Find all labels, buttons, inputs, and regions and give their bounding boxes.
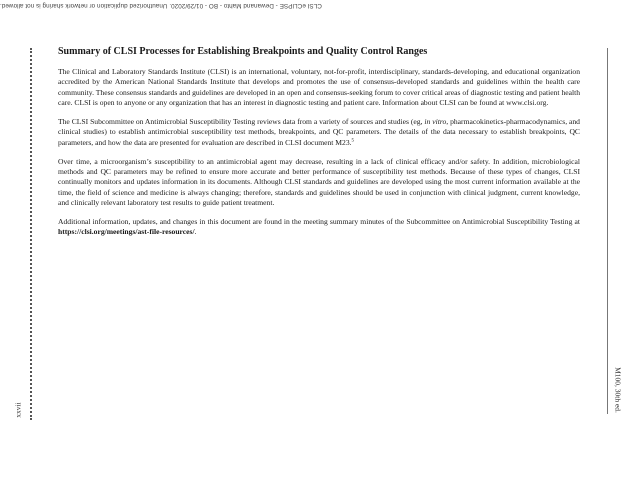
watermark-text: CLSI eCLIPSE - Dewanand Mahto - BO - 01/29/2020. Unauthorized duplication or network sharing is not allowed. [0, 2, 322, 9]
page-title: Summary of CLSI Processes for Establishing Breakpoints and Quality Control Ranges [58, 46, 428, 57]
paragraph-subcommittee [58, 117, 580, 148]
ast-resources-link[interactable]: https://clsi.org/meetings/ast-file-resources/ [58, 227, 195, 237]
in-vitro-italic: in vitro [424, 117, 447, 126]
page-number-text: xxvii [13, 402, 23, 418]
document-id-text: M100, 30th ed. [613, 367, 623, 413]
page-content [58, 46, 580, 247]
paragraph-additional-info [58, 217, 580, 238]
dotted-margin-rule [30, 48, 32, 420]
reference-superscript: 5 [351, 137, 355, 143]
right-margin-rule [607, 48, 608, 414]
paragraph-subcommittee-text-b: , pharmacokinetics-pharmacodynamics, and clinical studies) to establish antimicrobial susceptibility test methods, breakpoints, and QC parameters. The details of the data necessary to establish breakpoints, QC parameters, and how the data are presented for evaluation are described in CLSI document M23. [58, 117, 580, 147]
paragraph-susceptibility-changes: Over time, a microorganism’s susceptibility to an antimicrobial agent may decrease, resulting in a lack of clinical efficacy and/or safety. In addition, microbiological methods and QC parameters may be refined to ensure more accurate and better performance of susceptibility test methods. Because of these types of changes, CLSI continually monitors and updates information in its documents. Although CLSI standards and guidelines are developed using the most current information available at the time, the field of science and medicine is always changing; therefore, standards and guidelines should be used in conjunction with clinical judgment, current knowledge, and clinically relevant laboratory test results to guide patient treatment. [58, 156, 580, 207]
paragraph-subcommittee-text-a: The CLSI Subcommittee on Antimicrobial Susceptibility Testing reviews data from a variety of sources and studies (eg, [58, 117, 425, 126]
paragraph-about-clsi: The Clinical and Laboratory Standards Institute (CLSI) is an international, voluntary, not-for-profit, interdisciplinary, standards-developing, and educational organization accredited by the American National Standards Institute that develops and promotes the use of consensus-developed standards and guidelines within the health care community. These consensus standards and guidelines are developed in an open and consensus-seeking forum to cover critical areas of diagnostic testing and patient health care. CLSI is open to anyone or any organization that has an interest in diagnostic testing and patient care. Information about CLSI can be found at www.clsi.org. [58, 67, 580, 107]
page-number [6, 395, 30, 425]
document-id [608, 365, 628, 415]
paragraph-additional-info-text-a: Additional information, updates, and changes in this document are found in the meeting summary minutes of the Subcommittee on Antimicrobial Susceptibility Testing at [58, 217, 580, 226]
paragraph-additional-info-text-b: . [194, 227, 197, 237]
